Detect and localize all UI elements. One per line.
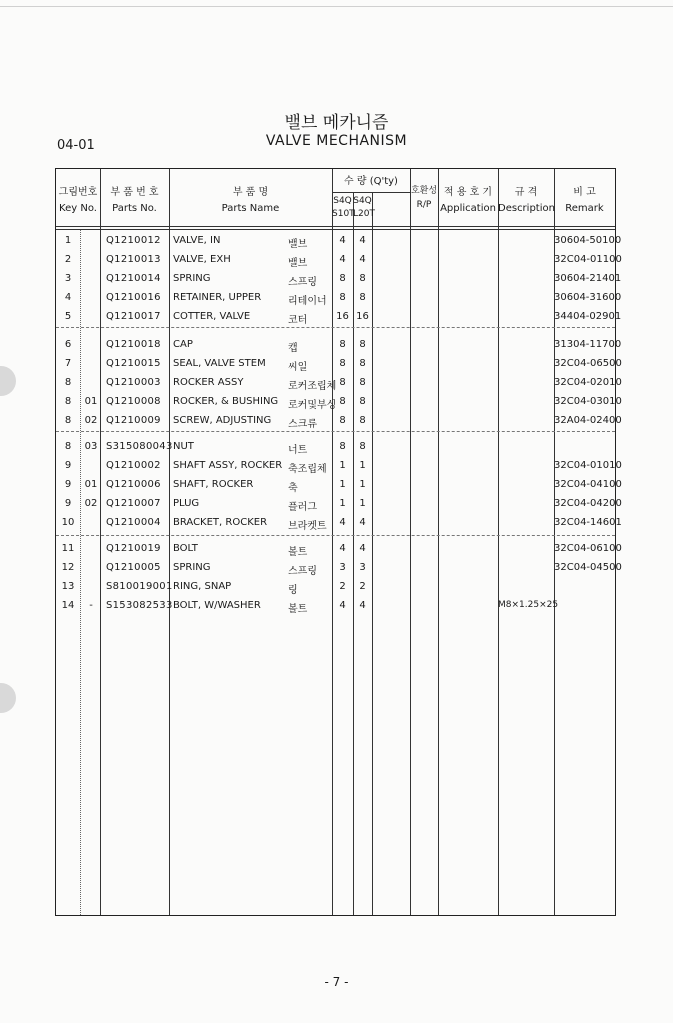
row-name-kr: 스크류 <box>288 419 317 430</box>
row-part-no: Q1210008 <box>106 396 161 407</box>
row-remark: 32C04-14601 <box>554 517 622 528</box>
group-divider <box>56 431 615 432</box>
table-row <box>56 494 622 513</box>
row-name: VALVE, EXH <box>173 254 231 265</box>
row-name-kr: 리테이너 <box>288 296 327 307</box>
row-remark: 32A04-02400 <box>554 415 622 426</box>
row-name-kr: 스프링 <box>288 566 317 577</box>
row-key: 8 <box>64 415 72 426</box>
row-name-kr: 스프링 <box>288 277 317 288</box>
row-name-kr: 볼트 <box>288 547 308 558</box>
row-qty-1: 16 <box>336 311 349 322</box>
row-name-kr: 캡 <box>288 343 298 354</box>
row-qty-1: 4 <box>339 600 346 611</box>
row-name-kr: 코터 <box>288 315 308 326</box>
row-part-no: Q1210013 <box>106 254 161 265</box>
row-qty-2: 2 <box>359 581 366 592</box>
row-key: 7 <box>64 358 72 369</box>
punch-hole <box>0 366 16 396</box>
row-remark: 32C04-01010 <box>554 460 622 471</box>
row-qty-2: 3 <box>359 562 366 573</box>
row-qty-1: 1 <box>339 460 346 471</box>
row-qty-2: 4 <box>359 235 366 246</box>
row-name: SEAL, VALVE STEM <box>173 358 266 369</box>
table-row <box>56 288 622 307</box>
row-remark: 32C04-02010 <box>554 377 622 388</box>
row-qty-1: 4 <box>339 254 346 265</box>
row-qty-2: 8 <box>359 339 366 350</box>
page-number: - 7 - <box>324 975 349 989</box>
table-row <box>56 269 622 288</box>
row-qty-2: 8 <box>359 396 366 407</box>
row-part-no: Q1210019 <box>106 543 161 554</box>
row-remark: 32C04-01100 <box>554 254 622 265</box>
row-part-no: S810019001 <box>106 581 173 592</box>
group-divider <box>56 327 615 328</box>
row-name: BOLT, W/WASHER <box>173 600 261 611</box>
table-row <box>56 456 622 475</box>
row-remark: 30604-31600 <box>554 292 622 303</box>
row-part-no: Q1210017 <box>106 311 161 322</box>
table-row <box>56 335 622 354</box>
row-name: NUT <box>173 441 194 452</box>
row-name: RETAINER, UPPER <box>173 292 262 303</box>
header-parts-no: 부 품 번 호 Parts No. <box>110 187 159 214</box>
row-part-no: Q1210007 <box>106 498 161 509</box>
row-qty-2: 1 <box>359 460 366 471</box>
row-qty-2: 8 <box>359 292 366 303</box>
row-name-kr: 씨일 <box>288 362 308 373</box>
header-key: 그림번호 Key No. <box>58 187 98 214</box>
row-name-kr: 브라켓트 <box>288 521 327 532</box>
row-sub: 01 <box>84 479 98 490</box>
row-qty-1: 4 <box>339 235 346 246</box>
row-key: 4 <box>64 292 72 303</box>
row-name: RING, SNAP <box>173 581 232 592</box>
row-sub: - <box>89 600 93 611</box>
table-row <box>56 231 622 250</box>
row-part-no: Q1210005 <box>106 562 161 573</box>
row-part-no: Q1210015 <box>106 358 161 369</box>
row-name: BOLT <box>173 543 198 554</box>
row-name-kr: 로커및부싱 <box>288 400 337 411</box>
table-row <box>56 307 622 326</box>
table-row <box>56 411 622 430</box>
row-qty-2: 8 <box>359 441 366 452</box>
row-name: COTTER, VALVE <box>173 311 251 322</box>
row-qty-2: 4 <box>359 543 366 554</box>
row-key: 2 <box>64 254 72 265</box>
row-key: 9 <box>64 479 72 490</box>
header-bottom-line <box>56 226 615 227</box>
row-qty-1: 8 <box>339 339 346 350</box>
row-key: 5 <box>64 311 72 322</box>
row-qty-1: 1 <box>339 498 346 509</box>
header-rp: 호환성 R/P <box>410 186 438 210</box>
row-name-kr: 축 <box>288 483 298 494</box>
header-bottom-line <box>56 229 615 230</box>
row-name: ROCKER ASSY <box>173 377 244 388</box>
row-sub: 02 <box>84 498 98 509</box>
row-qty-1: 8 <box>339 415 346 426</box>
header-remark: 비 고 Remark <box>565 187 604 214</box>
row-qty-2: 1 <box>359 498 366 509</box>
row-part-no: Q1210012 <box>106 235 161 246</box>
row-qty-1: 8 <box>339 358 346 369</box>
row-key: 11 <box>61 543 75 554</box>
row-name-kr: 로커조립체 <box>288 381 337 392</box>
row-qty-2: 8 <box>359 358 366 369</box>
row-qty-1: 8 <box>339 377 346 388</box>
row-remark: 32C04-03010 <box>554 396 622 407</box>
table-row <box>56 373 622 392</box>
row-qty-2: 4 <box>359 254 366 265</box>
header-description: 규 격 Description <box>498 187 555 214</box>
parts-table <box>55 168 622 916</box>
row-remark: 30604-50100 <box>554 235 622 246</box>
row-part-no: Q1210003 <box>106 377 161 388</box>
row-qty-2: 8 <box>359 415 366 426</box>
row-name-kr: 볼트 <box>288 604 308 615</box>
row-remark: 32C04-06500 <box>554 358 622 369</box>
row-key: 8 <box>64 396 72 407</box>
row-name: CAP <box>173 339 193 350</box>
row-name: SCREW, ADJUSTING <box>173 415 272 426</box>
row-qty-1: 8 <box>339 441 346 452</box>
table-row <box>56 250 622 269</box>
row-part-no: Q1210018 <box>106 339 161 350</box>
row-sub: 03 <box>84 441 98 452</box>
row-name: ROCKER, & BUSHING <box>173 396 279 407</box>
punch-hole <box>0 683 16 713</box>
row-key: 14 <box>61 600 75 611</box>
row-remark: 32C04-04200 <box>554 498 622 509</box>
row-remark: 31304-11700 <box>554 339 622 350</box>
page-title-korean: 밸브 메카니즘 <box>284 113 389 133</box>
row-key: 12 <box>61 562 75 573</box>
row-remark: 34404-02901 <box>554 311 622 322</box>
row-remark: 30604-21401 <box>554 273 622 284</box>
table-row <box>56 354 622 373</box>
row-remark: 32C04-04100 <box>554 479 622 490</box>
row-key: 1 <box>64 235 72 246</box>
row-part-no: Q1210014 <box>106 273 161 284</box>
row-qty-2: 4 <box>359 517 366 528</box>
row-sub: 02 <box>84 415 98 426</box>
row-qty-1: 4 <box>339 543 346 554</box>
table-row <box>56 539 622 558</box>
row-qty-2: 16 <box>356 311 369 322</box>
table-row <box>56 475 622 494</box>
row-qty-1: 8 <box>339 396 346 407</box>
row-key: 6 <box>64 339 72 350</box>
table-row <box>56 558 622 577</box>
row-name: SPRING <box>173 273 211 284</box>
page-top-edge <box>0 6 673 7</box>
row-name-kr: 밸브 <box>288 239 308 250</box>
row-name: BRACKET, ROCKER <box>173 517 268 528</box>
row-name: SHAFT, ROCKER <box>173 479 254 490</box>
table-row <box>56 392 622 411</box>
row-part-no: S315080043 <box>106 441 173 452</box>
row-qty-2: 4 <box>359 600 366 611</box>
row-remark: 32C04-04500 <box>554 562 622 573</box>
header-parts-name: 부 품 명 Parts Name <box>221 187 280 214</box>
row-key: 10 <box>61 517 75 528</box>
row-part-no: Q1210002 <box>106 460 161 471</box>
row-qty-1: 2 <box>339 581 346 592</box>
row-qty-1: 8 <box>339 273 346 284</box>
row-name-kr: 너트 <box>288 445 308 456</box>
row-name: VALVE, IN <box>173 235 221 246</box>
row-part-no: Q1210009 <box>106 415 161 426</box>
header-qty: 수 량 (Q'ty) <box>344 176 398 187</box>
row-part-no: S153082533 <box>106 600 173 611</box>
row-qty-1: 3 <box>339 562 346 573</box>
header-qty-2: S4Q L20T <box>353 196 375 220</box>
row-qty-2: 8 <box>359 273 366 284</box>
row-part-no: Q1210006 <box>106 479 161 490</box>
row-name-kr: 밸브 <box>288 258 308 269</box>
row-name: SHAFT ASSY, ROCKER <box>173 460 283 471</box>
qty-sub-line <box>332 192 410 193</box>
table-row <box>56 437 615 456</box>
row-key: 9 <box>64 498 72 509</box>
row-name-kr: 링 <box>288 585 298 596</box>
group-divider <box>56 535 615 536</box>
header-application: 적 용 호 기 Application <box>440 187 496 214</box>
row-description: M8×1.25×25 <box>498 600 559 610</box>
row-name: SPRING <box>173 562 211 573</box>
table-row <box>56 577 615 596</box>
row-part-no: Q1210016 <box>106 292 161 303</box>
page-title: VALVE MECHANISM <box>265 133 408 149</box>
table-row <box>56 513 622 532</box>
row-key: 13 <box>61 581 75 592</box>
table-row <box>56 596 615 615</box>
row-key: 9 <box>64 460 72 471</box>
row-remark: 32C04-06100 <box>554 543 622 554</box>
section-code: 04-01 <box>57 138 95 153</box>
row-qty-1: 4 <box>339 517 346 528</box>
row-qty-2: 8 <box>359 377 366 388</box>
row-key: 8 <box>64 377 72 388</box>
row-key: 8 <box>64 441 72 452</box>
row-qty-1: 1 <box>339 479 346 490</box>
row-name-kr: 축조립체 <box>288 464 327 475</box>
row-qty-2: 1 <box>359 479 366 490</box>
row-name-kr: 플러그 <box>288 502 317 513</box>
row-part-no: Q1210004 <box>106 517 161 528</box>
row-name: PLUG <box>173 498 200 509</box>
row-qty-1: 8 <box>339 292 346 303</box>
row-sub: 01 <box>84 396 98 407</box>
row-key: 3 <box>64 273 72 284</box>
header-qty-1: S4Q S10T <box>332 196 355 220</box>
